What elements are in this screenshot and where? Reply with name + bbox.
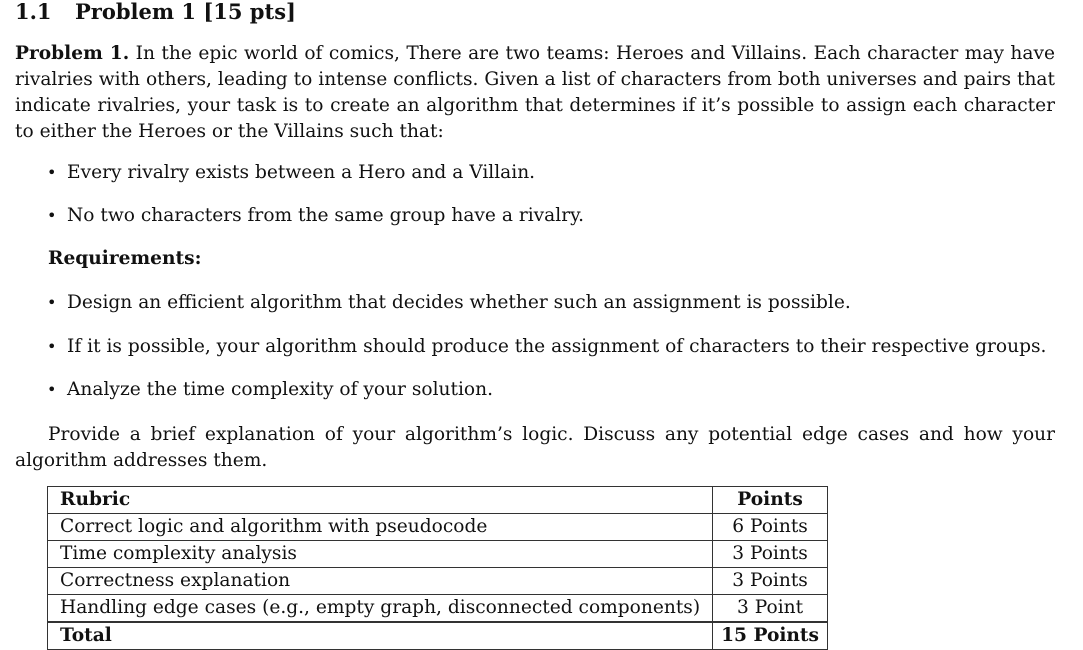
table-row (48, 595, 828, 623)
total-row (48, 622, 828, 650)
section-title: Problem 1 [15 pts] (75, 0, 296, 24)
section-number: 1.1 (15, 0, 52, 24)
table-row (48, 514, 828, 541)
bullet-icon: • (47, 206, 57, 225)
rubric-column-header: Rubric (48, 487, 713, 514)
points-column-header: Points (713, 487, 828, 514)
rubric-table (47, 486, 828, 650)
condition-text: No two characters from the same group have a rivalry. (67, 205, 585, 226)
problem-lead: Problem 1. (15, 43, 130, 64)
rubric-criterion: Correct logic and algorithm with pseudocode (48, 514, 713, 541)
requirements-label: Requirements: (48, 248, 202, 269)
rubric-points: 3 Point (713, 595, 828, 623)
rubric-criterion: Handling edge cases (e.g., empty graph, disconnected components) (48, 595, 713, 623)
list-item (47, 379, 493, 400)
requirement-text: Design an efficient algorithm that decides whether such an assignment is possible. (67, 292, 851, 313)
list-item (47, 336, 1046, 357)
list-item (47, 205, 584, 226)
rubric-points: 3 Points (713, 568, 828, 595)
rubric-criterion: Correctness explanation (48, 568, 713, 595)
bullet-icon: • (47, 337, 57, 356)
table-row (48, 568, 828, 595)
rubric-points: 3 Points (713, 541, 828, 568)
list-item (47, 292, 851, 313)
condition-text: Every rivalry exists between a Hero and a Villain. (67, 162, 536, 183)
table-row (48, 541, 828, 568)
total-points: 15 Points (713, 622, 828, 650)
section-heading (15, 0, 296, 24)
problem-text: In the epic world of comics, There are two teams: Heroes and Villains. Each character may have rivalries with others, leading to intense conflicts. Given a list of characters from both universes and pairs that indicate rivalries, your task is to create an algorithm that determines if it’s possible to assign each character to either the Heroes or the Villains such that: (15, 43, 1055, 142)
bullet-icon: • (47, 163, 57, 182)
list-item (47, 162, 535, 183)
problem-statement (15, 41, 1055, 145)
table-header-row (48, 487, 828, 514)
explanation-paragraph: Provide a brief explanation of your algorithm’s logic. Discuss any potential edge cases and how your algorithm addresses them. (15, 424, 1055, 471)
rubric-criterion: Time complexity analysis (48, 541, 713, 568)
bullet-icon: • (47, 380, 57, 399)
total-label: Total (48, 622, 713, 650)
requirement-text: Analyze the time complexity of your solution. (67, 379, 494, 400)
rubric-points: 6 Points (713, 514, 828, 541)
bullet-icon: • (47, 293, 57, 312)
requirement-text: If it is possible, your algorithm should produce the assignment of characters to their respective groups. (67, 336, 1047, 357)
